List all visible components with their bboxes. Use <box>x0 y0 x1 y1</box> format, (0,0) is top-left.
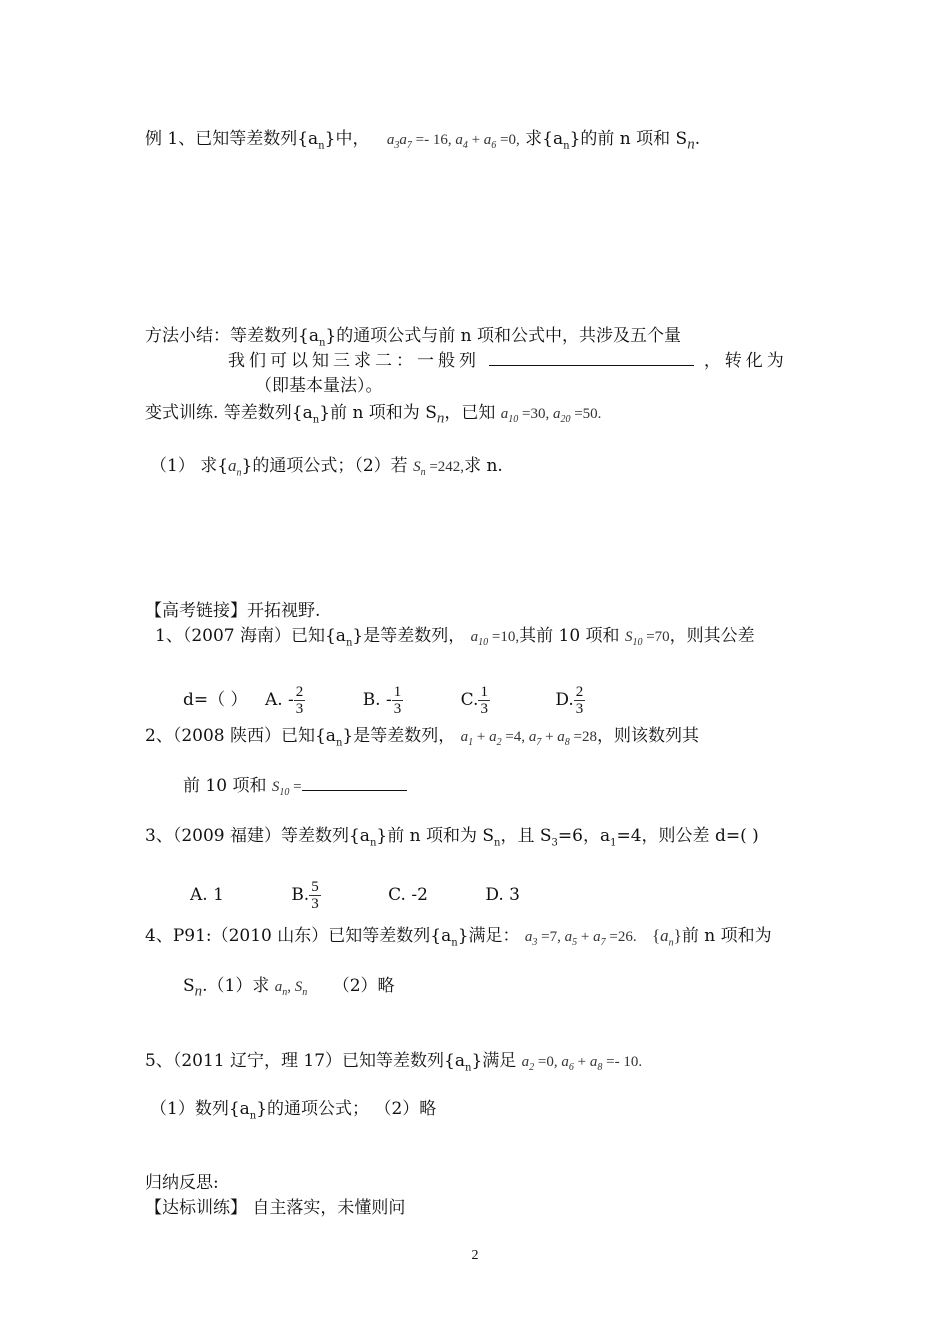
fill-blank <box>302 790 407 791</box>
problem-1-choices: d=（ ） A. - $\frac{2}{3}$ B. - $\frac{1}{3}$ C. $\frac{1}{3}$ D. $\frac{2}{3}$ <box>183 684 584 717</box>
summary-line-2: 我们可以知三求二：一般列 ，转化为 <box>228 351 788 371</box>
problem-3: 3、（2009 福建）等差数列$\{a_n\}$前 n 项和为 $S_n$，且 $S_3=6$，$a_1=4$，则公差 d=( ) <box>145 826 759 849</box>
example-1-formula: $a_3a_7 =- 16$, $a_4 + a_6 =0$, <box>386 132 520 151</box>
link-title: 【高考链接】开拓视野. <box>145 601 321 621</box>
problem-4-line-2: $S_n.(1)$求 $a_n$, $S_n$ （2）略 <box>183 976 395 1000</box>
variant-sum-formula: $S_n =242$, <box>413 459 465 478</box>
problem-1: 1、（2007 海南）已知$\{a_n\}$是等差数列， $a_{10} =10$,其前 10 项和 $S_{10} =70$，则其公差 <box>155 626 755 649</box>
page-number: 2 <box>471 1248 479 1263</box>
example-1: 例 1、已知等差数列$\{a_n\}$中， $a_3a_7 =- 16$, $a_4 + a_6 =0$, 求$\{a_n\}$的前 n 项和 $S_n$. <box>145 129 701 153</box>
problem-5: 5、（2011 辽宁，理 17）已知等差数列$\{a_n\}$满足 $a_2 =0$, $a_6 + a_8 =- 10$. <box>145 1051 643 1074</box>
problem-5-line-2: （1）数列$\{a_n\}$的通项公式； （2）略 <box>150 1099 437 1122</box>
summary-line-1: 方法小结：等差数列$\{a_n\}$的通项公式与前 n 项和公式中，共涉及五个量 <box>145 326 681 349</box>
reflection-heading: 归纳反思: <box>145 1173 219 1193</box>
drill-heading: 【达标训练】 自主落实，未懂则问 <box>145 1198 406 1218</box>
problem-2-line-2: 前 10 项和 $S_{10}$ = <box>183 775 407 804</box>
fill-blank <box>489 365 694 366</box>
problem-2: 2、（2008 陕西）已知$\{a_n\}$是等差数列， $a_1 + a_2 =4$, $a_7 + a_8 =28$，则该数列其 <box>145 726 699 749</box>
summary-line-3: （即基本量法）。 <box>255 376 383 396</box>
variant-training: 变式训练. 等差数列$\{a_n\}$前 n 项和为 $S_n$，已知 $a_{10} =30$, $a_{20} =50$. <box>145 403 602 427</box>
problem-3-choices: A. 1 B. $\frac{5}{3}$ C. -2 D. 3 <box>190 879 520 912</box>
variant-formula: $a_{10} =30$, $a_{20} =50$. <box>500 406 602 425</box>
variant-questions: （1） 求$\{a_n\}$的通项公式；（2）若 $S_n =242$,求 n. <box>150 456 503 479</box>
problem-4: 4、P91:（2010 山东）已知等差数列$\{a_n\}$满足： $a_3 =7$, $a_5 + a_7 =26$. $\{a_n\}$前 n 项和为 <box>145 926 772 949</box>
